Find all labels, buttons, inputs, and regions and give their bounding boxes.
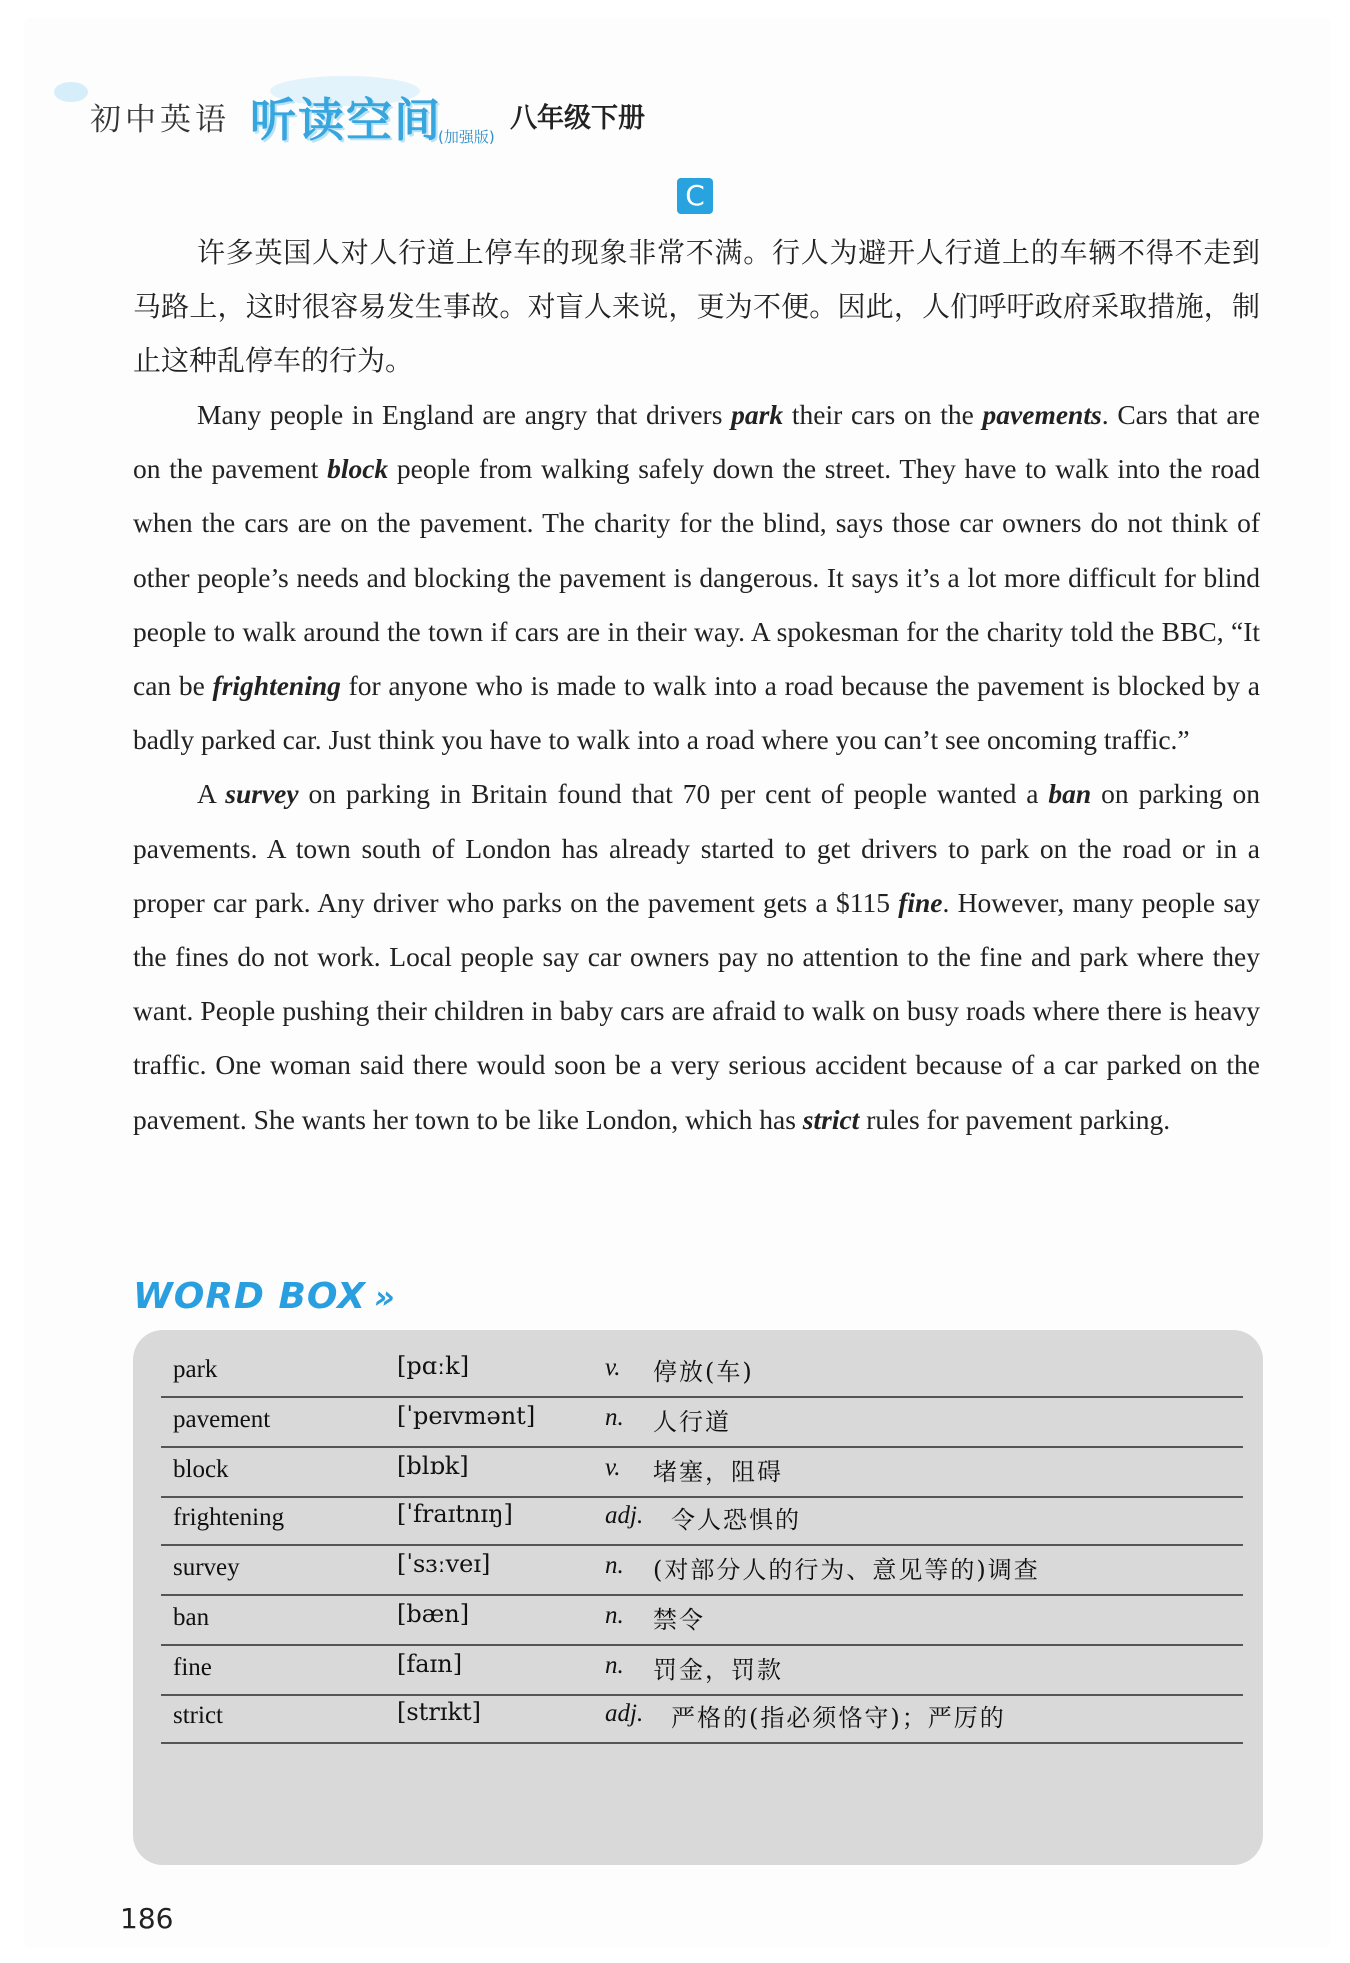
word-entry-meaning: 堵塞，阻碍 [653,1458,783,1486]
passage-paragraph [133,388,1260,767]
passage-text: A [197,778,226,810]
word-entry-part-of-speech: v. [605,1454,621,1481]
keyword: pavements [982,399,1102,430]
word-entry-meaning: 严格的(指必须恪守)；严厉的 [671,1704,1006,1732]
word-entry-part-of-speech: n. [605,1404,624,1431]
word-entry-part-of-speech: adj. [605,1502,644,1529]
word-entry-meaning: (对部分人的行为、意见等的)调查 [653,1556,1040,1584]
word-entry-phonetic: [bæn] [397,1600,470,1628]
passage-text: their cars on the [783,399,983,430]
word-entry-meaning: 停放(车) [653,1358,754,1386]
edition-label: (加强版) [438,128,495,146]
word-entry-word: fine [173,1654,212,1681]
word-entry-word: pavement [173,1406,271,1433]
word-entry-part-of-speech: n. [605,1652,624,1679]
word-entry-word: park [173,1356,218,1383]
word-entry-phonetic: [pɑːk] [397,1352,470,1380]
word-entry-phonetic: [ˈpeɪvmənt] [397,1402,536,1430]
word-entry-word: strict [173,1702,223,1729]
word-entry-word: frightening [173,1504,285,1531]
word-entry-phonetic: [faɪn] [397,1650,463,1678]
passage-text: Many people in England are angry that drivers [197,399,732,430]
section-label: C [677,178,713,214]
keyword: block [327,453,389,485]
word-box-title-text: WORD BOX [133,1276,366,1317]
cloud-decoration [54,82,88,102]
word-entry-phonetic: [strɪkt] [397,1698,482,1726]
passage-text: . Cars that are on the pavement [133,399,1260,485]
keyword: park [731,399,784,430]
page-header [60,78,760,148]
series-logo: 听读空间 [250,93,442,147]
book-title: 初中英语 [90,102,230,138]
word-box [133,1330,1263,1865]
keyword: frightening [212,670,341,702]
passage-paragraph [133,767,1260,1146]
passage-text: for anyone who is made to walk into a road because the pavement is blocked by a badly parked car. Just think you have to walk into a road where you can’t see oncoming traffic.” [133,670,1261,756]
word-entry-part-of-speech: n. [605,1602,624,1629]
word-entry-meaning: 人行道 [653,1408,731,1436]
word-entry-meaning: 禁令 [653,1606,705,1634]
word-entry-word: block [173,1456,229,1483]
word-box-title [133,1276,396,1317]
word-entry-part-of-speech: n. [605,1552,624,1579]
keyword: strict [802,1103,860,1135]
passage-text: rules for pavement parking. [859,1103,1171,1135]
word-entry-word: survey [173,1554,240,1581]
word-entry-part-of-speech: adj. [605,1700,644,1727]
word-entry-phonetic: [ˈsɜːveɪ] [397,1550,491,1578]
double-arrow-icon: » [373,1278,396,1316]
passage-text: on parking in Britain found that 70 per cent of people wanted a [298,778,1049,810]
word-entry-word: ban [173,1604,210,1631]
word-entry-row [161,1682,1243,1744]
reading-passage [133,226,1260,1147]
keyword: ban [1048,778,1092,810]
grade-label: 八年级下册 [510,103,645,134]
keyword: survey [225,778,299,810]
word-entry-phonetic: [blɒk] [397,1452,469,1480]
passage-text: on parking on pavements. A town south of London has already started to get drivers to park on the road or in a proper car park. Any driver who parks on the pavement gets a $115 [133,778,1260,918]
chinese-intro: 许多英国人对人行道上停车的现象非常不满。行人为避开人行道上的车辆不得不走到马路上，这时很容易发生事故。对盲人来说，更为不便。因此，人们呼吁政府采取措施，制止这种乱停车的行为。 [133,236,1260,377]
passage-text: . However, many people say the fines do not work. Local people say car owners pay no attention to the fine and park where they want. People pushing their children in baby cars are afraid to walk on busy roads where there is heavy traffic. One woman said there would soon be a very serious accident because of a car parked on the pavement. She wants her town to be like London, which has [133,886,1260,1135]
word-entry-meaning: 令人恐惧的 [671,1506,801,1534]
word-entry-part-of-speech: v. [605,1354,621,1381]
keyword: fine [898,886,943,918]
page-number: 186 [120,1902,174,1935]
word-entry-phonetic: [ˈfraɪtnɪŋ] [397,1500,513,1528]
passage-text: people from walking safely down the street. They have to walk into the road when the cars are on the pavement. The charity for the blind, says those car owners do not think of other people’s needs and blocking the pavement is dangerous. It says it’s a lot more difficult for blind people to walk around the town if cars are in their way. A spokesman for the charity told the BBC, “It can be [133,453,1261,702]
word-entry-meaning: 罚金，罚款 [653,1656,783,1684]
